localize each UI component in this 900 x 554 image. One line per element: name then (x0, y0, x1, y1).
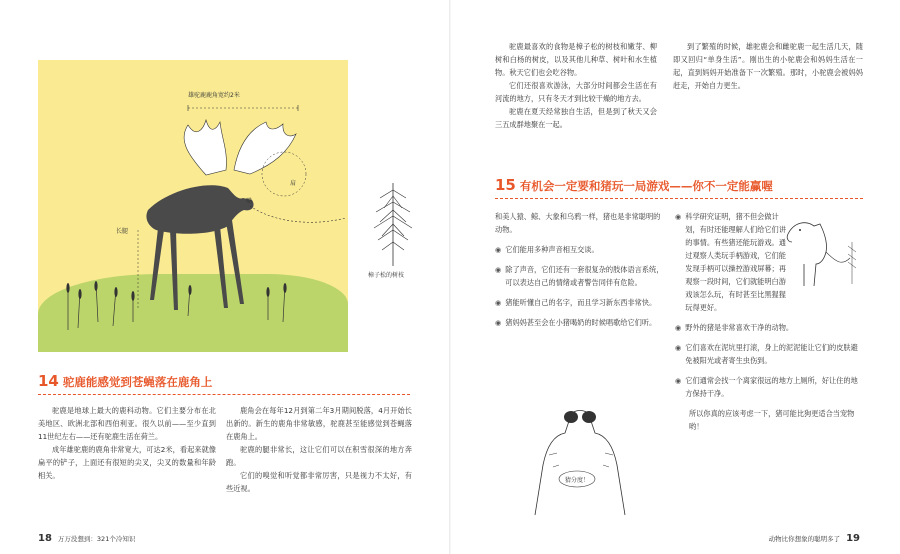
bullet-icon: ◉ (495, 298, 502, 307)
book-title: 万万没想到：321个冷知识 (57, 535, 136, 543)
fact-item (495, 243, 667, 256)
paragraph: 驼鹿在夏天经常独自生活，但是到了秋天又会三五成群地聚在一起。 (495, 107, 657, 129)
paragraph: 到了繁殖的时候，雄驼鹿会和雌驼鹿一起生活几天，随即又回归“单身生活”。刚出生的小驼鹿会和妈妈生活在一起，直到妈妈开始准备下一次繁殖。那时，小驼鹿会被妈妈赶走，开始自力更生。 (673, 42, 863, 90)
bullet-icon: ◉ (675, 323, 682, 332)
paragraph: 成年雄驼鹿的鹿角非常宽大，可达2米，看起来就像扁平的铲子，上面还有很短的尖叉，尖叉的数量和年龄相关。 (38, 445, 216, 480)
section-running-title: 动物比你想象的聪明多了 (768, 535, 841, 543)
fact-text: 所以你真的应该考虑一下，猪可能比狗更适合当宠物哟！ (689, 409, 855, 431)
fact-item (495, 296, 667, 309)
section-divider (38, 394, 410, 395)
hands-caption: 猜分度！ (565, 477, 590, 484)
moose-illustration (38, 60, 348, 352)
fact-item (495, 263, 667, 289)
moose-drawing (38, 60, 348, 352)
right-folio (769, 533, 860, 544)
paragraph: 驼鹿的腿非常长，这让它们可以在积雪很深的地方奔跑。 (226, 445, 412, 467)
fact-text: 它们通常会找一个离家很远的地方上厕所，好让住的地方保持干净。 (685, 376, 858, 398)
right-top-column-1 (495, 40, 657, 131)
bullet-icon: ◉ (675, 343, 682, 352)
leg-label: 长腿 (116, 228, 129, 235)
paragraph: 鹿角会在每年12月到第二年3月期间脱落，4月开始长出新的。新生的鹿角非常敏感，驼鹿甚至能感觉到苍蝇落在鹿角上。 (226, 406, 412, 441)
fact-text: 科学研究证明，猪不但会做计划，有时还能理解人们给它们讲的事情。有些猪还能玩游戏。通过观察人类玩手柄游戏，它们能发现手柄可以操控游戏屏幕；再观察一段时间，它们就能明白游戏该怎么玩，有时甚至比黑猩猩玩得更好。 (685, 212, 786, 312)
fact-item (495, 316, 667, 329)
left-folio (38, 533, 135, 544)
section-number: 15 (495, 176, 516, 194)
fact-item (675, 321, 863, 334)
section-divider (495, 198, 863, 199)
section-title: 有机会一定要和猪玩一局游戏——你不一定能赢喔 (519, 179, 773, 193)
left-text-column-1 (38, 404, 216, 482)
pig-drawing (780, 212, 870, 292)
branch-caption: 樟子松的树枝 (368, 272, 405, 279)
section-14-heading (38, 372, 212, 390)
section-number: 14 (38, 372, 59, 390)
fact-text: 野外的猪是非常喜欢干净的动物。 (685, 323, 794, 332)
bullet-icon: ◉ (675, 376, 682, 385)
fact-item (675, 374, 863, 400)
paragraph: 它们的嗅觉和听觉都非常厉害，只是视力不太好，有些近视。 (226, 471, 412, 493)
paragraph: 驼鹿最喜欢的食物是樟子松的树枝和嫩芽、柳树和白杨的树皮，以及其他儿种草、树叶和水生植物。秋天它们也会吃谷物。 (495, 42, 657, 77)
fact-item (675, 341, 863, 367)
pine-branch-drawing (368, 178, 418, 268)
fact-item (495, 210, 667, 236)
page-number: 19 (846, 533, 860, 544)
left-text-column-2 (226, 404, 412, 495)
fact-text: 除了声音，它们还有一套很复杂的肢体语言系统，可以表达自己的情绪或者警告同伴有危险。 (505, 265, 664, 287)
mouth-label: 嘴 (246, 198, 253, 205)
pig-facts-left (495, 210, 667, 336)
hands-binoculars-drawing (525, 395, 635, 520)
fact-text: 猪妈妈甚至会在小猪喝奶的时候唱歌给它们听。 (505, 318, 657, 327)
bullet-icon: ◉ (495, 265, 502, 274)
right-top-column-2 (673, 40, 863, 92)
section-title: 驼鹿能感觉到苍蝇落在鹿角上 (62, 375, 213, 389)
paragraph: 它们还很喜欢游泳，大部分时间都会生活在有河流的地方，只有冬天才到比较干燥的地方去。 (495, 81, 657, 103)
paragraph: 驼鹿是地球上最大的鹿科动物。它们主要分布在北美地区、欧洲北部和西伯利亚。很久以前——至少直到11世纪左右——还有驼鹿生活在荷兰。 (38, 406, 216, 441)
fact-text: 它们喜欢在泥坑里打滚，身上的泥泥能让它们的皮肤避免被阳光或者寄生虫伤到。 (685, 343, 858, 365)
fact-text: 和美人猿、鲸、大象和乌鸦一样，猪也是非常聪明的动物。 (495, 212, 661, 234)
bullet-icon: ◉ (495, 318, 502, 327)
bullet-icon: ◉ (675, 212, 682, 221)
bullet-icon: ◉ (495, 245, 502, 254)
page-number: 18 (38, 533, 52, 544)
fact-text: 它们能用多种声音相互交谈。 (505, 245, 599, 254)
antler-width-label: 雄驼鹿鹿角宽约2米 (188, 92, 240, 99)
section-15-heading (495, 176, 773, 194)
hump-label: 肩 (290, 180, 297, 187)
fact-item (675, 407, 863, 433)
fact-text: 猪能听懂自己的名字，而且学习新东西非常快。 (505, 298, 657, 307)
